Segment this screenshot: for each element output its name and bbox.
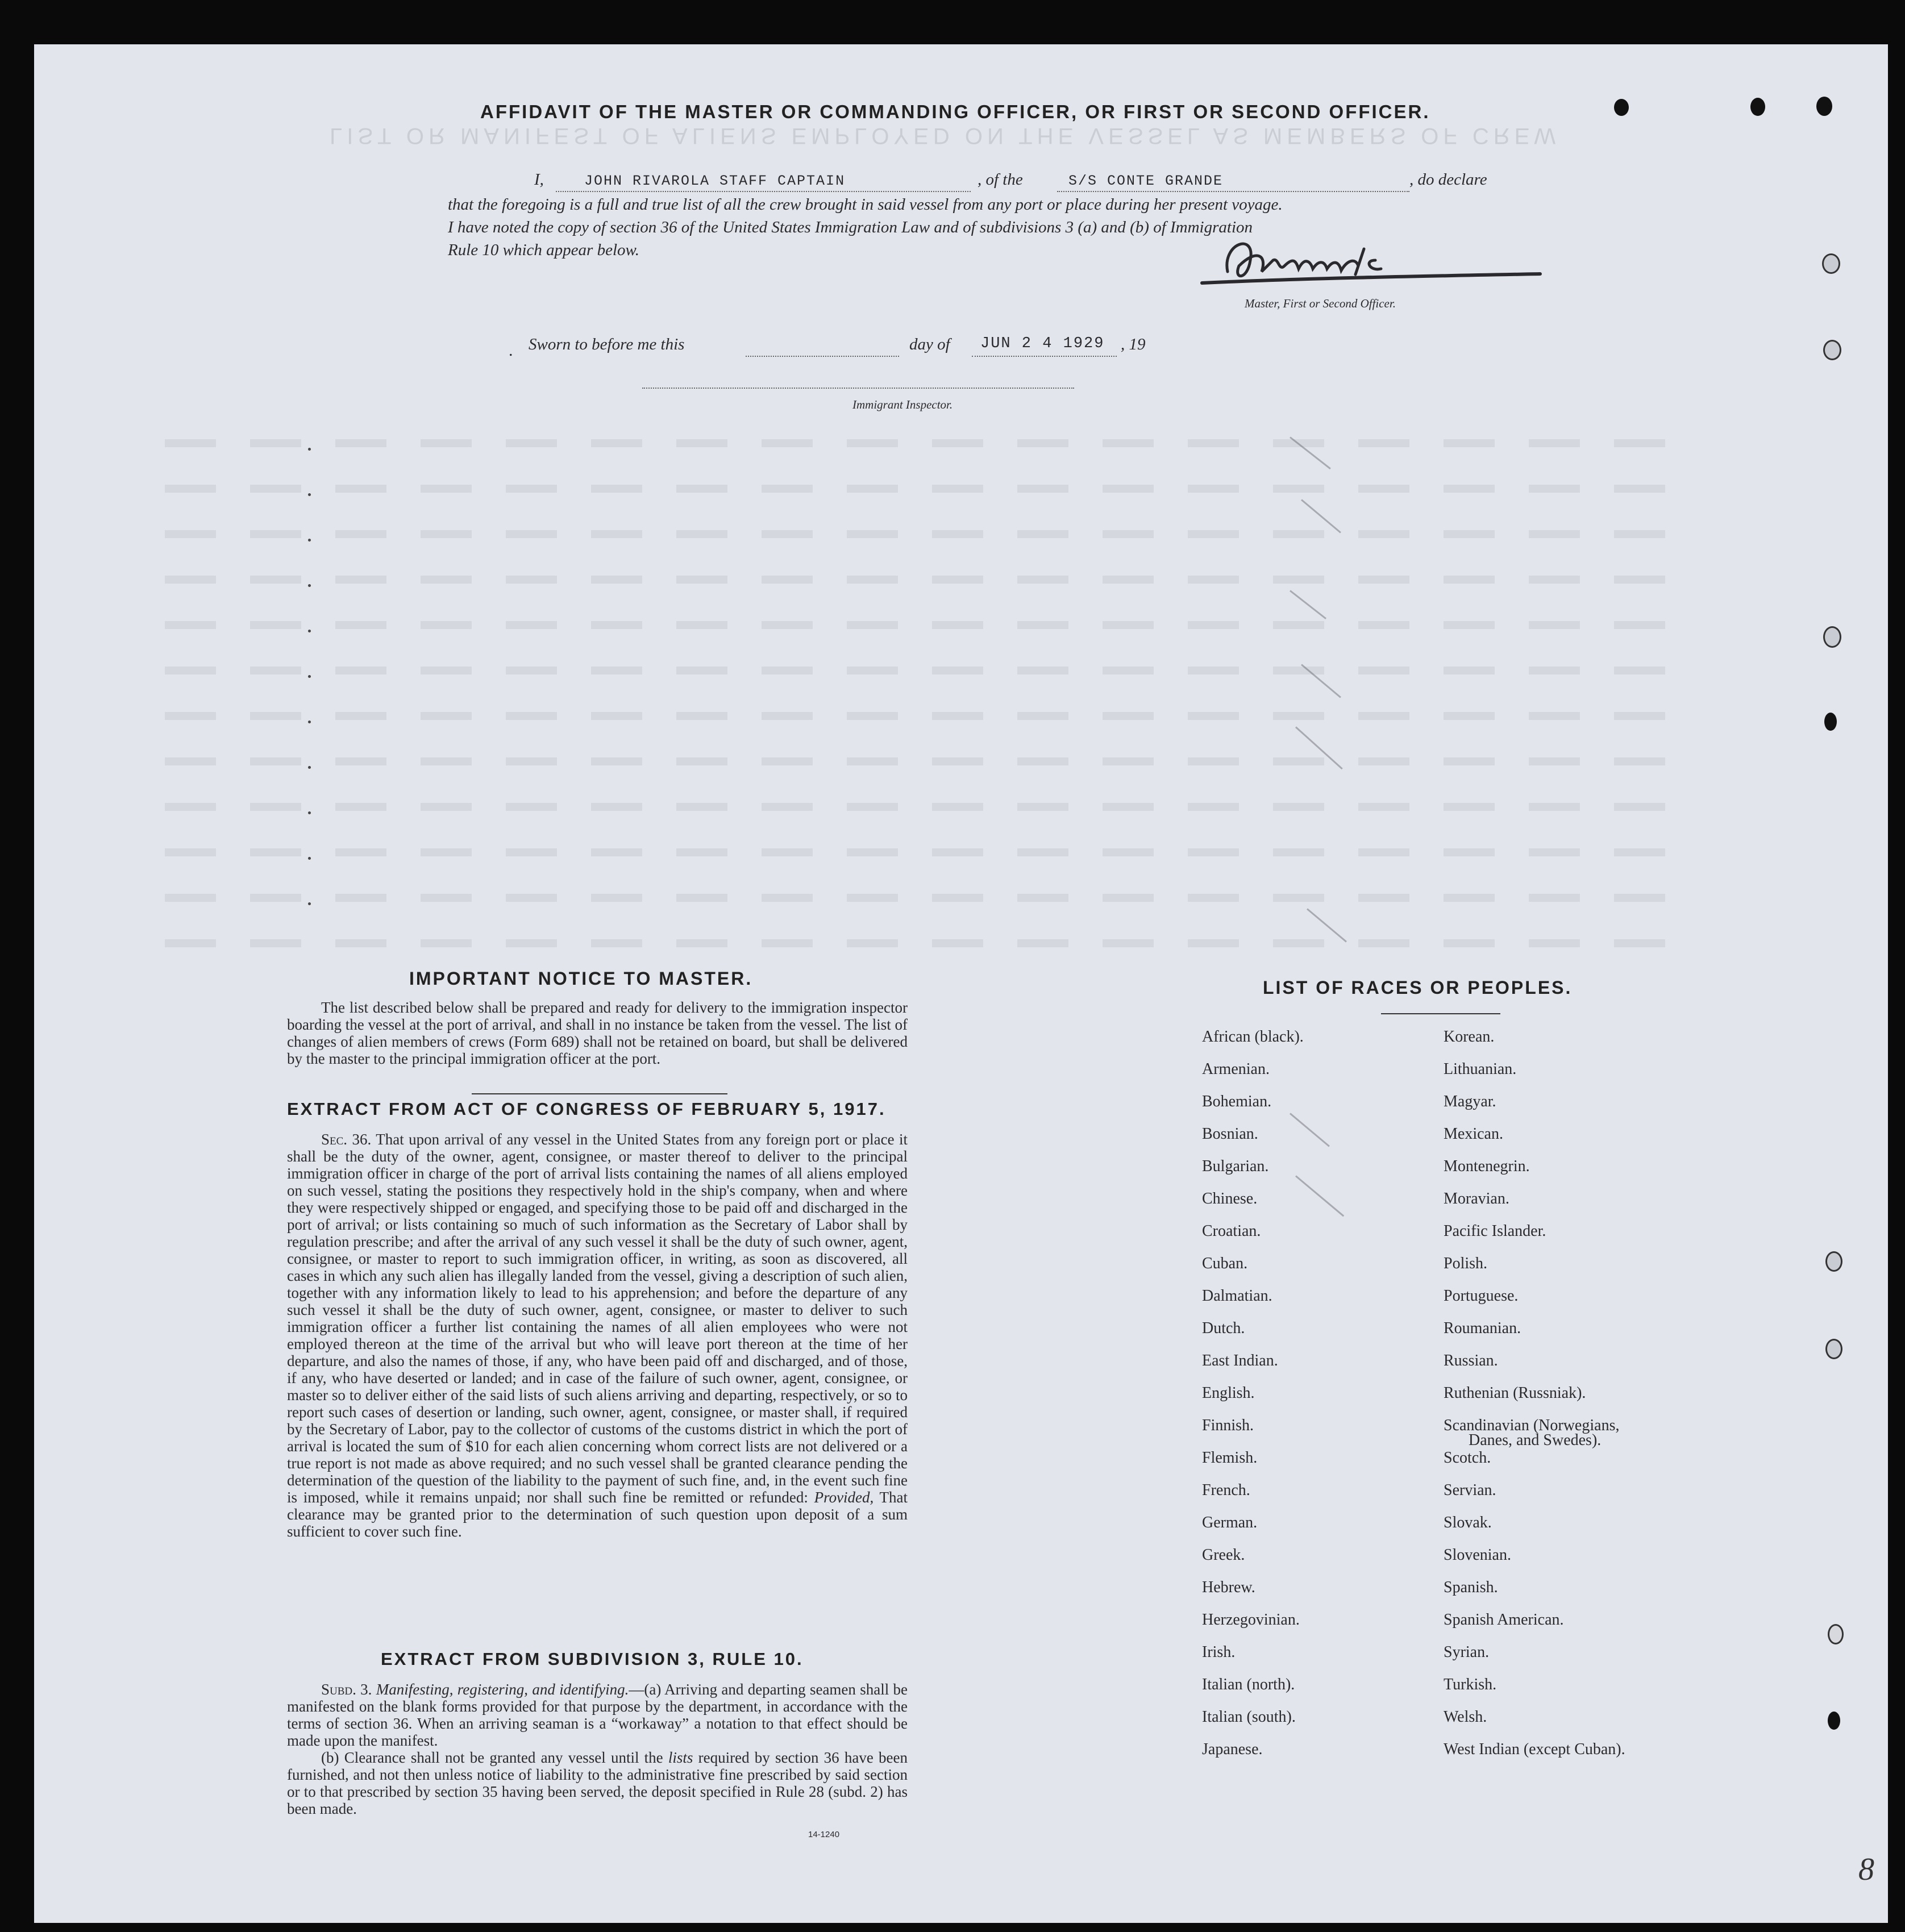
race-item: Russian. (1444, 1352, 1498, 1369)
race-item: Irish. (1202, 1643, 1236, 1661)
race-item: Slovenian. (1444, 1546, 1511, 1564)
race-item: English. (1202, 1384, 1255, 1402)
race-item: Bulgarian. (1202, 1157, 1269, 1175)
do-declare-label: , do declare (1409, 170, 1487, 189)
race-item: Scandinavian (Norwegians, (1444, 1417, 1620, 1434)
race-item: Lithuanian. (1444, 1060, 1517, 1078)
race-item: Spanish American. (1444, 1611, 1564, 1629)
race-item: Flemish. (1202, 1449, 1258, 1467)
binder-hole (1828, 1712, 1840, 1730)
bleed-through-row (165, 939, 1699, 947)
race-item: French. (1202, 1481, 1250, 1499)
signature-caption: Master, First or Second Officer. (1245, 297, 1396, 310)
act-body (287, 1131, 908, 1540)
affidavit-title: AFFIDAVIT OF THE MASTER OR COMMANDING OFFICER, OR FIRST OR SECOND OFFICER. (480, 101, 1430, 122)
race-item: Servian. (1444, 1481, 1496, 1499)
date-stamp: JUN 2 4 1929 (980, 335, 1105, 352)
race-item: Roumanian. (1444, 1319, 1521, 1337)
notice-text: The list described below shall be prepared and ready for delivery to the immigration inspector boarding the vessel at the port of arrival, and shall in no instance be taken from the vessel. The list of changes of alien members of crews (Form 689) shall not be retained on board, but shall be delivered by the master to the principal immigration officer at the port. (287, 999, 908, 1067)
race-item: Italian (north). (1202, 1676, 1295, 1693)
bleed-through-row (165, 712, 1699, 720)
rule-lists-word: lists (668, 1749, 693, 1766)
binder-hole (1825, 1339, 1842, 1359)
race-item: Slovak. (1444, 1514, 1492, 1531)
race-item: Dalmatian. (1202, 1287, 1272, 1305)
race-item: Japanese. (1202, 1741, 1263, 1758)
rule-para-a: —(a) Arriving and departing seamen shall be manifested on the blank forms provided for that purpose by the department, in accordance with the terms of section 36. When an arriving seaman is a “workaway” a notation to that effect should be made upon the manifest. (287, 1681, 908, 1749)
bleed-through-row (165, 757, 1699, 765)
race-item-continuation: Danes, and Swedes). (1469, 1431, 1602, 1449)
inspector-caption: Immigrant Inspector. (852, 398, 953, 411)
bleed-through-row (165, 576, 1699, 584)
sworn-label: Sworn to before me this (529, 335, 685, 353)
race-item: African (black). (1202, 1028, 1304, 1046)
bleed-through-heading: LIST OR MANIFEST OF ALIENS EMPLOYED ON THE VESSEL AS MEMBERS OF CREW (330, 123, 1561, 148)
race-item: Dutch. (1202, 1319, 1245, 1337)
race-item: Polish. (1444, 1255, 1488, 1272)
race-item: West Indian (except Cuban). (1444, 1741, 1625, 1758)
race-item: Cuban. (1202, 1255, 1248, 1272)
race-item: East Indian. (1202, 1352, 1278, 1369)
rule-para-b-pre: (b) Clearance shall not be granted any vessel until the (321, 1749, 663, 1766)
master-signature (1193, 226, 1546, 300)
race-item: Bohemian. (1202, 1093, 1272, 1110)
binder-hole (1828, 1624, 1844, 1644)
race-item: Bosnian. (1202, 1125, 1258, 1143)
race-item: Turkish. (1444, 1676, 1497, 1693)
race-item: Scotch. (1444, 1449, 1491, 1467)
year-suffix: , 19 (1121, 335, 1146, 353)
of-the-label: , of the (978, 170, 1023, 189)
binder-hole (1822, 253, 1840, 274)
binder-hole (1824, 713, 1837, 731)
affidavit-line-4: Rule 10 which appear below. (448, 241, 639, 259)
affidavit-line-2: that the foregoing is a full and true list of all the crew brought in said vessel from any port or place during her present voyage. (448, 195, 1283, 214)
race-item: Spanish. (1444, 1579, 1498, 1596)
notice-heading: IMPORTANT NOTICE TO MASTER. (409, 968, 753, 989)
master-name-field: JOHN RIVAROLA STAFF CAPTAIN (584, 173, 846, 189)
races-heading: LIST OF RACES OR PEOPLES. (1263, 977, 1573, 998)
binder-hole (1750, 98, 1765, 116)
race-item: Chinese. (1202, 1190, 1258, 1208)
race-item: Greek. (1202, 1546, 1245, 1564)
bleed-through-row (165, 439, 1699, 447)
race-item: Moravian. (1444, 1190, 1509, 1208)
binder-hole (1614, 99, 1629, 116)
race-item: Hebrew. (1202, 1579, 1255, 1596)
race-item: Portuguese. (1444, 1287, 1519, 1305)
provided-word: Provided, (814, 1489, 874, 1506)
bleed-through-row (165, 848, 1699, 856)
day-of-label: day of (909, 335, 950, 353)
bleed-through-row (165, 894, 1699, 902)
race-item: Herzegovinian. (1202, 1611, 1300, 1629)
bleed-through-row (165, 667, 1699, 674)
race-item: Montenegrin. (1444, 1157, 1530, 1175)
document-sheet: LIST OR MANIFEST OF ALIENS EMPLOYED ON THE VESSEL AS MEMBERS OF CREW AFFIDAVIT OF THE MASTER OR COMMANDING OFFICER, OR FIRST OR SECOND OFFICER. I, JOHN RIVAROLA STAFF CAPTAIN , of the S/S CONTE GRANDE , do declare that the foregoing is a full and true list of all the crew brought in said vessel from any port or place during her present voyage. I have noted the copy of section 36 of the United States Immigration Law and of subdivisions 3 (a) and (b) of Immigration Rule 10 which appear below. Master, First or Second Officer. . Sworn to before me this day of JUN 2 4 1929 , 19 Immigrant Inspector. IMPORTANT NOTICE TO MASTER. The list described below shall be prepared and ready for delivery to the immigration inspector boarding the vessel at the port of arrival, and shall in no instance be taken from the vessel. The list of changes of alien members of crews (Form 689) shall not be retained on board, but shall be delivered by the master to the principal immigration officer at the port. EXTRACT FROM ACT OF CONGRESS OF FEBRUARY 5, 1917. Sec. 36. That upon arrival of any vessel in the United States from any foreign port or place it shall be the duty of the owner, agent, consignee, or master thereof to deliver to the principal immigration officer in charge of the port of arrival lists containing the names of all aliens employed on such vessel, stating the positions they respectively hold in the ship's company, when and where they were respectively shipped or engaged, and specifying those to be paid off and discharged in the port of arrival; or lists containing so much of such information as the Secretary of Labor shall by regulation prescribe; and after the arrival of any such vessel it shall be the duty of such owner, agent, consignee, or master to report to such immigration officer, in writing, as soon as discovered, all cases in which any such alien has illegally landed from the vessel, giving a description of such alien, together with any information likely to lead to his apprehension; and before the departure of any such vessel it shall be the duty of such owner, agent, consignee, or master to deliver to such immigration officer a further list containing the names of all alien employees who were not employed thereon at the time of the arrival but who will leave port thereon at the time of her departure, and also the names of those, if any, who have been paid off and discharged, and of those, if any, who have deserted or landed; and in case of the failure of such owner, agent, consignee, or master so to deliver either of the said lists of such aliens arriving and departing, respectively, or so to report such cases of desertion or landing, such owner, agent, consignee, or master shall, if required by the Secretary of Labor, pay to the collector of customs of the customs district in which the port of arrival is located the sum of $10 for each alien concerning whom correct lists are not delivered or a true report is not made as above required; and no such vessel shall be granted clearance pending the determination of the question of the liability to the payment of such fine, and, in the event such fine is imposed, while it remains unpaid; nor shall such fine be remitted or refunded: Provided, That clearance may be granted prior to the determination of such question upon deposit of a sum sufficient to cover such fine. EXTRACT FROM SUBDIVISION 3, RULE 10. Subd. 3. Manifesting, registering, and identifying.—(a) Arriving and departing seamen shall be manifested on the blank forms provided for that purpose by the department, in accordance with the terms of section 36. When an arriving seaman is a “workaway” a notation to that effect should be made upon the manifest. (b) Clearance shall not be granted any vessel until the lists required by section 36 have been furnished, and not then unless notice of liability to the administrative fine prescribed by said section or to that prescribed by section 35 having been served, the deposit specified in Rule 28 (subd. 2) has been made. 14-1240 LIST OF RACES OR PEOPLES. African (black). Armenian. Bohemian. Bosnian. Bulgarian. Chinese. Croatian. Cuban. Dalmatian. Dutch. East Indian. English. Finnish. Flemish. French. German. Greek. Hebrew. Herzegovinian. Irish. Italian (north). Italian (south). Japanese. Korean. Lithuanian. Magyar. Mexican. Montenegrin. Moravian. Pacific Islander. Polish. Portuguese. Roumanian. Russian. Ruthenian (Russniak). Scandinavian (Norwegians, Danes, and Swedes). Scotch. Servian. Slovak. Slovenian. Spanish. Spanish American. Syrian. Turkish. Welsh. West Indian (except Cuban). 8 (34, 44, 1888, 1923)
notice-body (287, 999, 908, 1067)
rule-heading: EXTRACT FROM SUBDIVISION 3, RULE 10. (381, 1649, 804, 1669)
subd-title: Manifesting, registering, and identifying. (376, 1681, 629, 1698)
race-item: Pacific Islander. (1444, 1222, 1546, 1240)
bleed-through-row (165, 621, 1699, 629)
race-item: Mexican. (1444, 1125, 1503, 1143)
act-text: That upon arrival of any vessel in the United States from any foreign port or place it shall be the duty of the owner, agent, consignee, or master thereof to deliver to the principal immigration officer in charge of the port of arrival lists containing the names of all aliens employed on such vessel, stating the positions they respectively hold in the ship's company, when and where they were respectively shipped or engaged, and specifying those to be paid off and discharged in the port of arrival; or lists containing so much of such information as the Secretary of Labor shall by regulation prescribe; and after the arrival of any such vessel it shall be the duty of such owner, agent, consignee, or master to report to such immigration officer, in writing, as soon as discovered, all cases in which any such alien has illegally landed from the vessel, giving a description of such alien, together with any information likely to lead to his apprehension; and before the departure of any such vessel it shall be the duty of such owner, agent, consignee, or master to deliver to such immigration officer a further list containing the names of all alien employees who were not employed thereon at the time of the arrival but who will leave port thereon at the time of her departure, and also the names of those, if any, who have been paid off and discharged, and of those, if any, who have deserted or landed; and in case of the failure of such owner, agent, consignee, or master so to deliver either of the said lists of such aliens arriving and departing, respectively, or so to report such cases of desertion or landing, such owner, agent, consignee, or master shall, if required by the Secretary of Labor, pay to the collector of customs of the customs district in which the port of arrival is located the sum of $10 for each alien concerning whom correct lists are not delivered or a true report is not made as above required; and no such vessel shall be granted clearance pending the determination of the question of the liability to the payment of such fine, and, in the event such fine is imposed, while it remains unpaid; nor shall such fine be remitted or refunded: (287, 1131, 908, 1506)
race-item: Ruthenian (Russniak). (1444, 1384, 1586, 1402)
bleed-through-row (165, 485, 1699, 493)
rule-body (287, 1681, 908, 1817)
binder-hole (1823, 340, 1841, 360)
race-item: German. (1202, 1514, 1258, 1531)
race-item: Armenian. (1202, 1060, 1270, 1078)
binder-hole (1816, 97, 1832, 116)
vessel-name-field: S/S CONTE GRANDE (1068, 173, 1224, 189)
race-item: Korean. (1444, 1028, 1495, 1046)
race-item: Syrian. (1444, 1643, 1490, 1661)
affidavit-line-3: I have noted the copy of section 36 of the United States Immigration Law and of subdivisions 3 (a) and (b) of Immigration (448, 218, 1253, 236)
sec-label: Sec. 36. (321, 1131, 372, 1148)
form-number: 14-1240 (808, 1830, 840, 1839)
race-item: Italian (south). (1202, 1708, 1296, 1726)
rule-para-b: required by section 36 have been furnished, and not then unless notice of liability to the administrative fine prescribed by said section or to that prescribed by section 35 having been served, the deposit specified in Rule 28 (subd. 2) has been made. (287, 1749, 908, 1817)
subd-label: Subd. 3. (321, 1681, 372, 1698)
binder-hole (1823, 626, 1841, 648)
margin-mark: 8 (1858, 1852, 1874, 1887)
bleed-through-row (165, 530, 1699, 538)
race-item: Magyar. (1444, 1093, 1496, 1110)
race-item: Croatian. (1202, 1222, 1261, 1240)
act-text-end: That clearance may be granted prior to the determination of such question upon deposit of a sum sufficient to cover such fine. (287, 1489, 908, 1540)
affidavit-prefix: I, (534, 170, 544, 189)
act-heading: EXTRACT FROM ACT OF CONGRESS OF FEBRUARY 5, 1917. (287, 1099, 886, 1119)
race-item: Welsh. (1444, 1708, 1487, 1726)
bleed-through-row (165, 803, 1699, 811)
binder-hole (1825, 1251, 1842, 1272)
race-item: Finnish. (1202, 1417, 1254, 1434)
